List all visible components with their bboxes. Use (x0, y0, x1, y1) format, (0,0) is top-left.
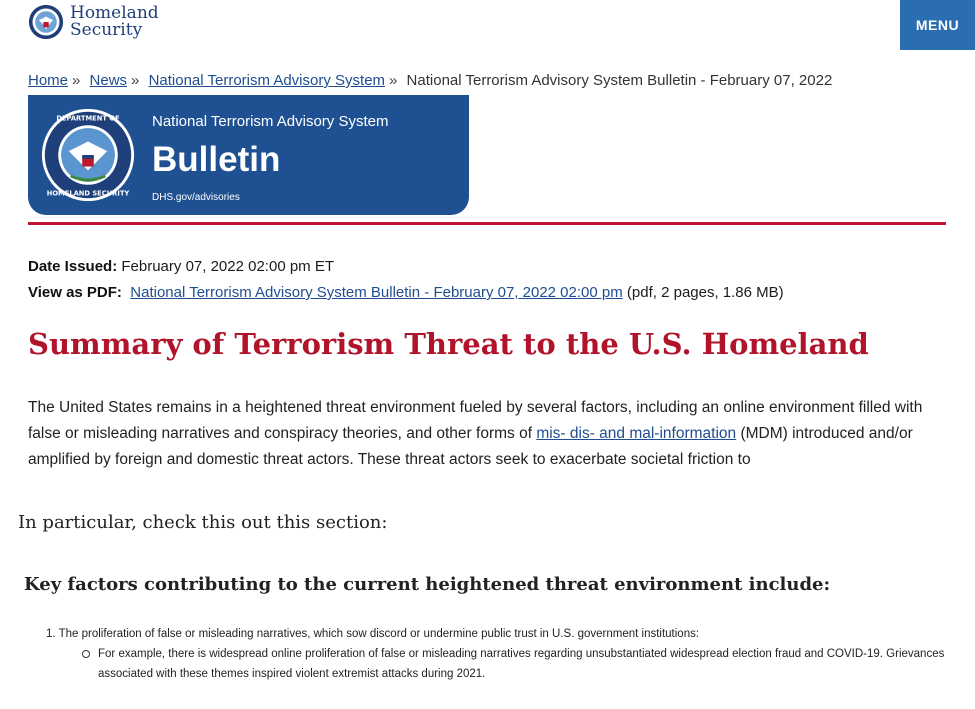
bulletin-meta (28, 254, 784, 306)
seal-top-text: DEPARTMENT OF (56, 114, 120, 123)
date-issued-label: Date Issued: (28, 258, 118, 275)
seal-bottom-text: HOMELAND SECURITY (46, 189, 130, 198)
dhs-seal-icon (28, 4, 64, 40)
breadcrumb-news-link[interactable]: News (89, 72, 128, 89)
intro-text-2: (MDM) introduced and/or amplified by foreign and domestic threat actors. These threat actors seek to exacerbate societal friction to (28, 425, 913, 468)
dhs-seal-icon (40, 107, 136, 203)
date-issued-value: February 07, 2022 02:00 pm ET (121, 258, 334, 275)
breadcrumb-ntas-link[interactable]: National Terrorism Advisory System (148, 72, 386, 89)
mdm-link[interactable]: mis- dis- and mal-information (536, 425, 737, 442)
breadcrumb-separator: » (389, 72, 398, 89)
circle-bullet-icon (82, 650, 90, 658)
breadcrumb-separator: » (72, 72, 81, 89)
ntas-bulletin-banner (28, 95, 469, 215)
list-subitem-text: For example, there is widespread online proliferation of false or misleading narratives regarding unsubstantiated widespread election fraud and COVID-19. Grievances associated with these themes inspired violent extremist attacks during 2021. (98, 648, 945, 680)
summary-paragraph (28, 395, 943, 473)
banner-url: DHS.gov/advisories (152, 192, 240, 203)
pdf-info: (pdf, 2 pages, 1.86 MB) (626, 284, 784, 301)
dhs-logo[interactable] (28, 4, 159, 40)
page-title: Summary of Terrorism Threat to the U.S. Homeland (28, 327, 869, 361)
view-pdf-label: View as PDF: (28, 284, 122, 301)
key-factors-list (46, 624, 961, 684)
logo-line-homeland: Homeland (70, 3, 159, 23)
banner-system-name: National Terrorism Advisory System (152, 113, 389, 130)
breadcrumb-separator: » (131, 72, 140, 89)
divider (28, 222, 946, 225)
banner-heading: Bulletin (152, 140, 281, 179)
breadcrumb-home-link[interactable]: Home (28, 72, 69, 89)
list-subitem (82, 644, 961, 684)
breadcrumb (28, 72, 832, 89)
logo-line-security: Security (70, 20, 143, 40)
pdf-link[interactable]: National Terrorism Advisory System Bulletin - February 07, 2022 02:00 pm (130, 284, 623, 301)
caption-note: In particular, check this out this section: (18, 512, 388, 533)
key-factors-heading: Key factors contributing to the current heightened threat environment include: (24, 574, 831, 595)
intro-text-1: The United States remains in a heightened threat environment fueled by several factors, including an online environment filled with false or misleading narratives and conspiracy theories, and other forms of (28, 399, 923, 442)
breadcrumb-current: National Terrorism Advisory System Bulletin - February 07, 2022 (406, 72, 833, 89)
list-item: 1. The proliferation of false or misleading narratives, which sow discord or undermine public trust in U.S. government institutions: (46, 628, 700, 640)
menu-button[interactable]: MENU (900, 0, 975, 50)
